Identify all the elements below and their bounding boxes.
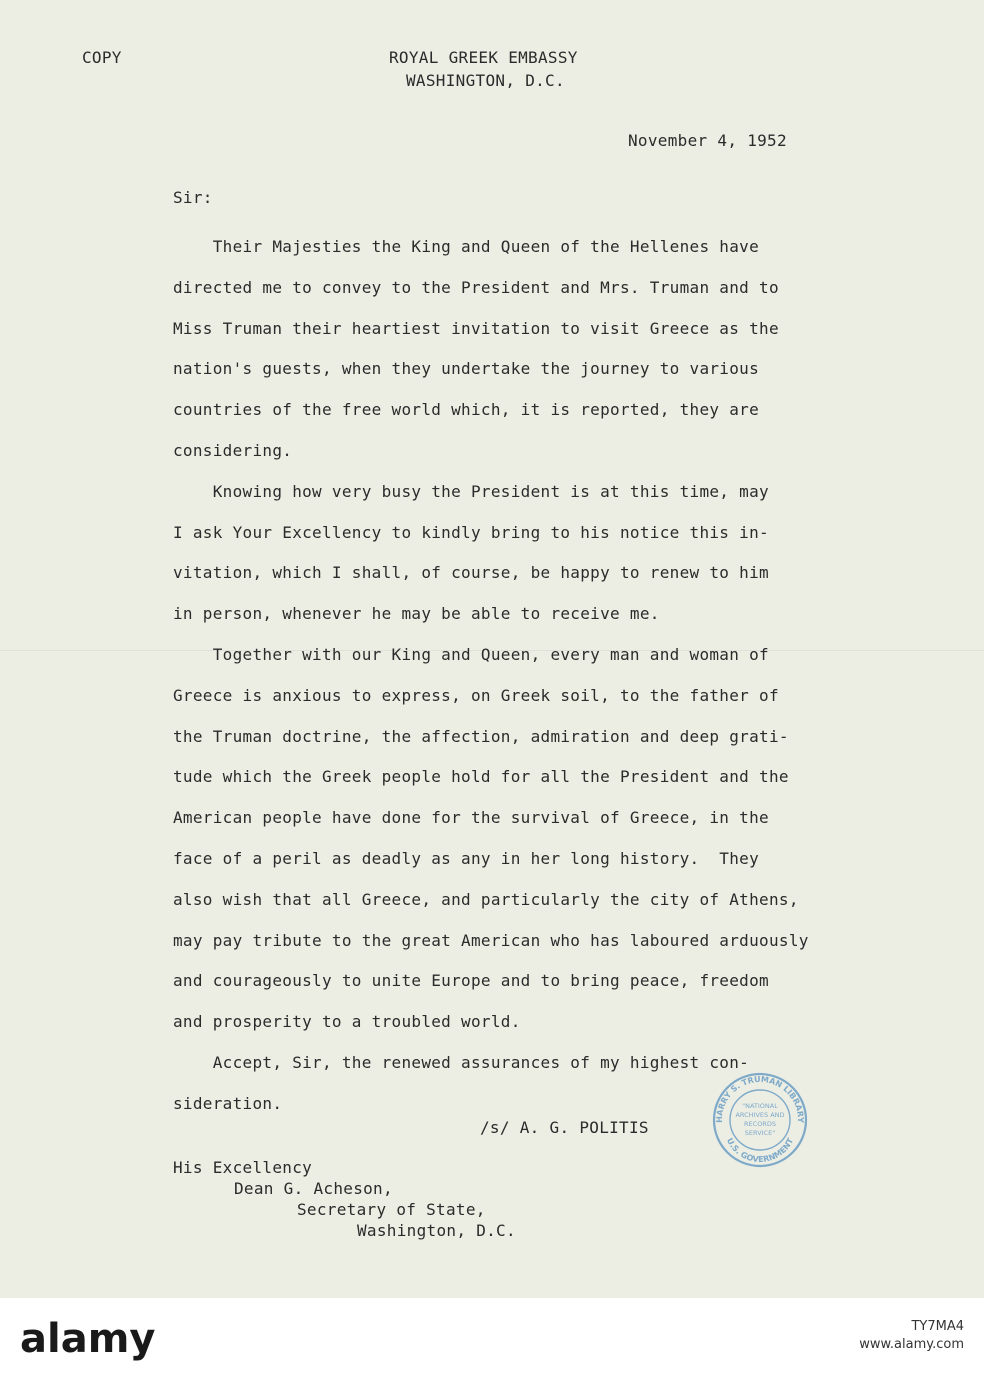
letter-body [173,227,963,1125]
body-line: vitation, which I shall, of course, be happy to renew to him [173,563,769,583]
body-line: nation's guests, when they undertake the journey to various [173,359,760,379]
body-line: in person, whenever he may be able to receive me. [173,604,660,624]
body-line: sideration. [173,1093,283,1113]
site-url: www.alamy.com [859,1337,964,1352]
address-line: Secretary of State, [297,1200,486,1219]
embassy-name: ROYAL GREEK EMBASSY [389,48,578,67]
body-line: tude which the Greek people hold for all the President and the [173,767,789,787]
stamp-ring-bottom-text: U.S. GOVERNMENT [724,1136,796,1165]
salutation: Sir: [173,188,213,207]
body-line: face of a peril as deadly as any in her long history. They [173,848,760,868]
address-line: His Excellency [173,1158,313,1177]
body-line: directed me to convey to the President and Mrs. Truman and to [173,277,779,297]
body-line: may pay tribute to the great American who has laboured arduously [173,930,809,950]
stamp-center-text: ARCHIVES AND [735,1111,785,1119]
embassy-city: WASHINGTON, D.C. [406,71,565,90]
body-line: Greece is anxious to express, on Greek soil, to the father of [173,685,779,705]
body-line: Their Majesties the King and Queen of the Hellenes have [173,237,760,256]
body-line: Miss Truman their heartiest invitation to visit Greece as the [173,318,779,338]
body-line: and courageously to unite Europe and to bring peace, freedom [173,971,769,991]
body-line: I ask Your Excellency to kindly bring to his notice this in- [173,522,769,542]
body-line: the Truman doctrine, the affection, admiration and deep grati- [173,726,789,746]
signature: /s/ A. G. POLITIS [480,1118,649,1137]
body-line: Accept, Sir, the renewed assurances of my highest con- [173,1052,750,1072]
body-line: also wish that all Greece, and particularly the city of Athens, [173,889,799,909]
brand-logo: alamy [20,1316,156,1362]
image-id: TY7MA4 [911,1319,964,1334]
stamp-center-text: RECORDS [744,1120,776,1128]
body-line: and prosperity to a troubled world. [173,1012,521,1032]
letter-date: November 4, 1952 [628,131,787,150]
stamp-center-text: "NATIONAL [742,1102,778,1110]
stamp-center-text: SERVICE" [744,1129,776,1137]
body-line: considering. [173,440,293,460]
address-line: Dean G. Acheson, [234,1179,393,1198]
address-line: Washington, D.C. [357,1221,516,1240]
body-line: Knowing how very busy the President is at this time, may [173,481,769,501]
body-line: Together with our King and Queen, every man and woman of [173,644,769,664]
body-line: countries of the free world which, it is reported, they are [173,400,760,420]
body-line: American people have done for the survival of Greece, in the [173,808,769,828]
stamp-ring-top-text: HARRY S. TRUMAN LIBRARY [714,1074,806,1123]
copy-mark: COPY [82,48,122,67]
watermark-reference [859,1318,964,1354]
archive-stamp [708,1068,812,1168]
